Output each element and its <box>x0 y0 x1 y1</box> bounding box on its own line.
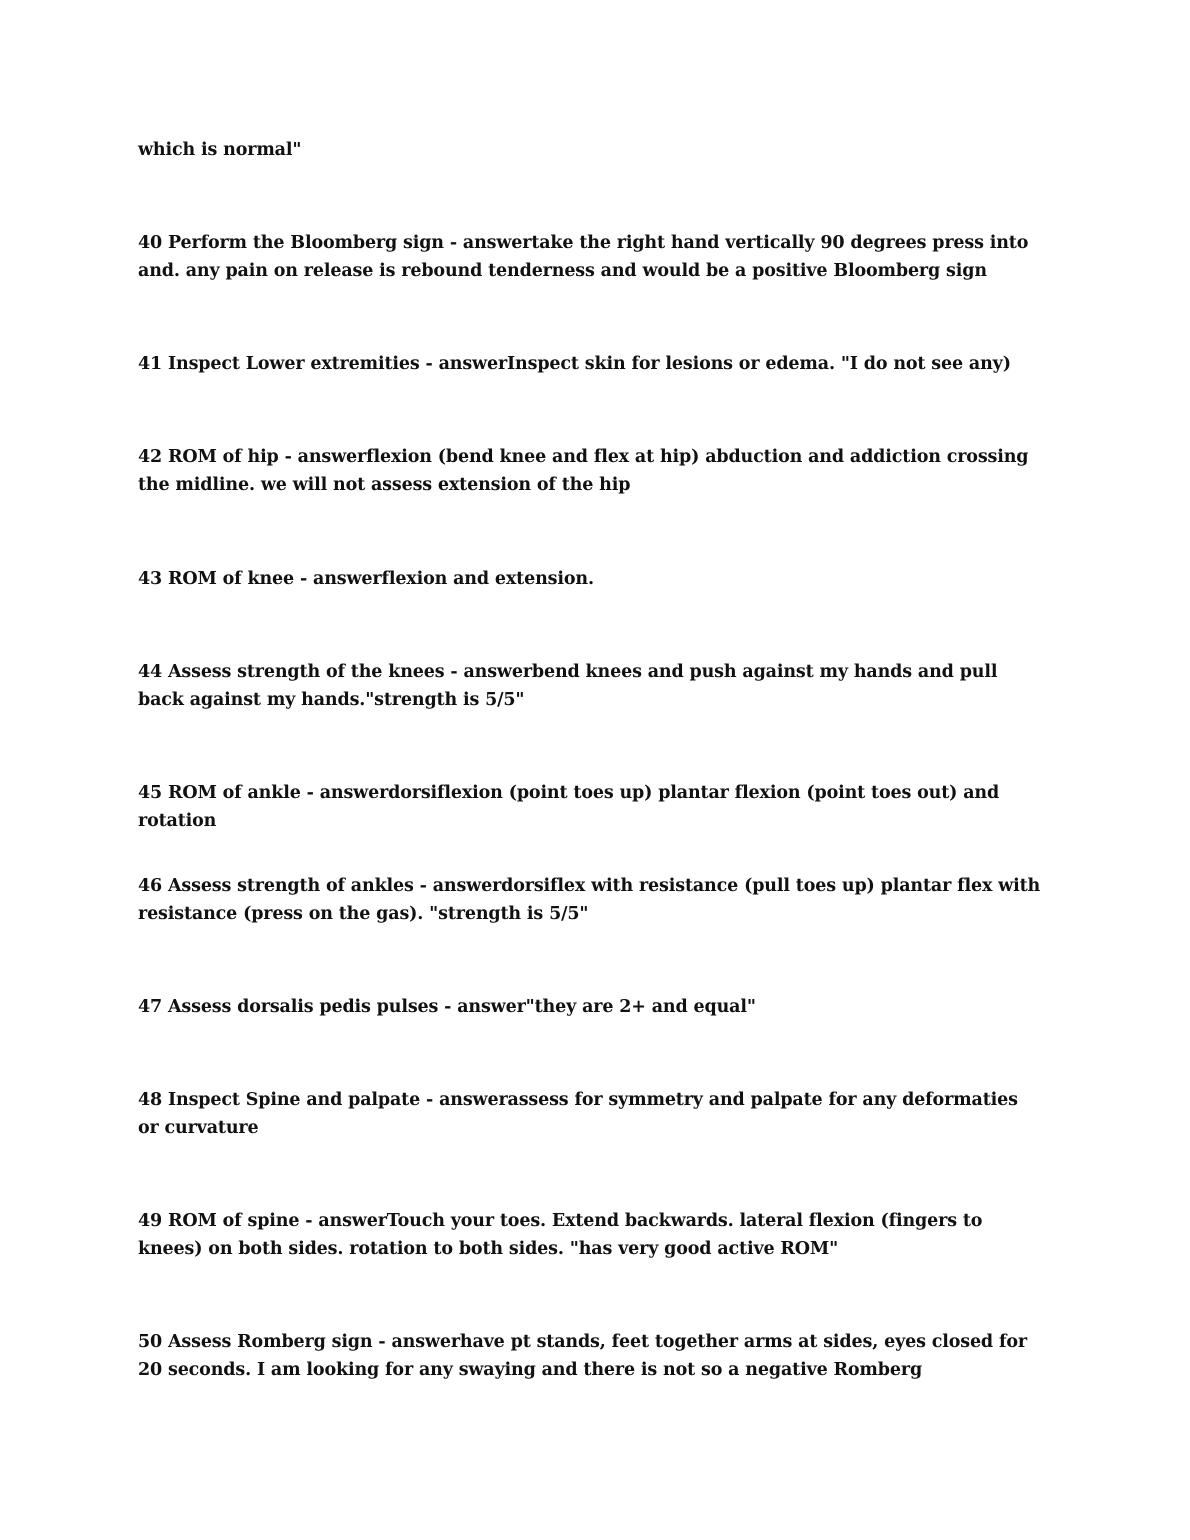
paragraph-item-44: 44 Assess strength of the knees - answerbend knees and push against my hands and pull back against my hands."strength is 5/5" <box>138 662 998 710</box>
paragraph-item-46: 46 Assess strength of ankles - answerdorsiflex with resistance (pull toes up) plantar flex with resistance (press on the gas). "strength is 5/5" <box>138 876 1041 924</box>
paragraph-item-49: 49 ROM of spine - answerTouch your toes. Extend backwards. lateral flexion (fingers to knees) on both sides. rotation to both sides. "has very good active ROM" <box>138 1211 983 1259</box>
paragraph-item-45: 45 ROM of ankle - answerdorsiflexion (point toes up) plantar flexion (point toes out) and rotation <box>138 783 1000 831</box>
paragraph-item-48: 48 Inspect Spine and palpate - answerassess for symmetry and palpate for any deformaties or curvature <box>138 1090 1018 1138</box>
paragraph-item-47: 47 Assess dorsalis pedis pulses - answer"they are 2+ and equal" <box>138 997 756 1017</box>
paragraph-item-41: 41 Inspect Lower extremities - answerInspect skin for lesions or edema. "I do not see any) <box>138 354 1011 374</box>
paragraph-item-42: 42 ROM of hip - answerflexion (bend knee and flex at hip) abduction and addiction crossing the midline. we will not assess extension of the hip <box>138 447 1029 495</box>
paragraph-item-40: 40 Perform the Bloomberg sign - answertake the right hand vertically 90 degrees press into and. any pain on release is rebound tenderness and would be a positive Bloomberg sign <box>138 233 1029 281</box>
paragraph-item-43: 43 ROM of knee - answerflexion and extension. <box>138 569 594 589</box>
paragraph-item-50: 50 Assess Romberg sign - answerhave pt stands, feet together arms at sides, eyes closed for 20 seconds. I am looking for any swaying and there is not so a negative Romberg <box>138 1332 1027 1380</box>
paragraph-continuation: which is normal" <box>138 140 302 160</box>
